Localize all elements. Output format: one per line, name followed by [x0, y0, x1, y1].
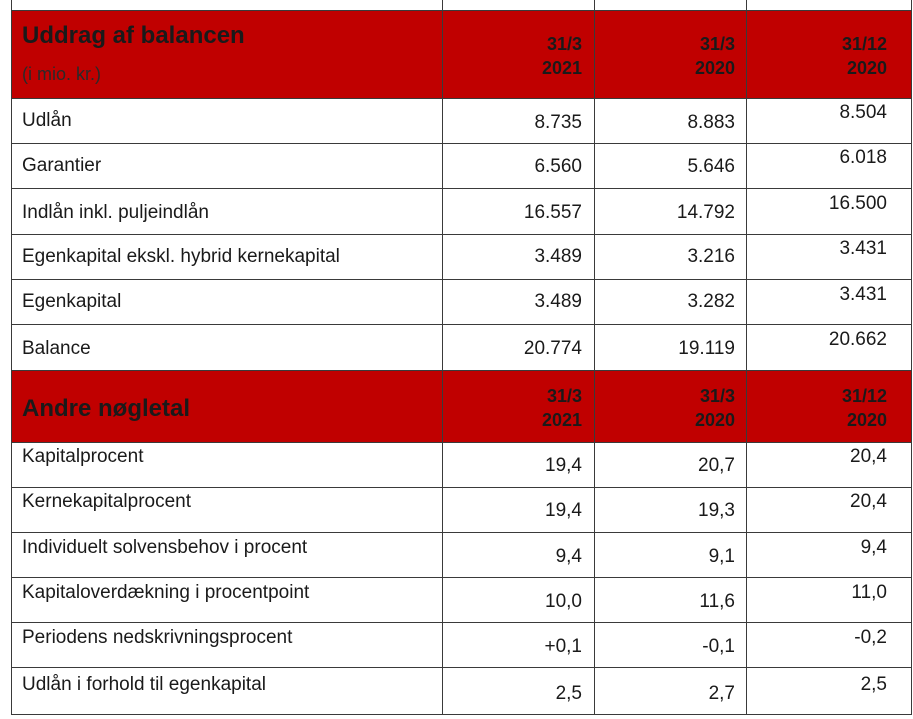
table-border [11, 10, 912, 11]
table-cell: 16.500 [828, 193, 887, 214]
table-cell: 16.557 [523, 202, 582, 223]
table-cell: 11,0 [851, 582, 887, 603]
column-header: 31/3 2021 [541, 34, 582, 78]
table-cell: 20.662 [828, 329, 887, 350]
table-cell: -0,2 [854, 627, 887, 648]
table-border [11, 234, 912, 235]
table-cell: 3.431 [839, 238, 887, 259]
table-border [11, 98, 912, 99]
table-border [11, 370, 912, 371]
table-cell: 2,5 [555, 683, 582, 704]
table-cell: 14.792 [676, 202, 735, 223]
table-border [11, 577, 912, 578]
table-border [594, 0, 595, 714]
row-label: Individuelt solvensbehov i procent [22, 537, 308, 558]
column-header: 31/12 2020 [841, 386, 887, 430]
table-cell: 20,4 [850, 491, 887, 512]
table-cell: 2,5 [860, 674, 887, 695]
table-border [11, 279, 912, 280]
table-cell: 8.883 [687, 112, 735, 133]
table-cell: 6.560 [534, 156, 582, 177]
section-subtitle-unit: (i mio. kr.) [22, 64, 101, 84]
section-title-balance: Uddrag af balancen [22, 22, 245, 49]
column-header: 31/3 2021 [541, 386, 582, 430]
table-cell: 8.504 [839, 102, 887, 123]
table-cell: 9,1 [708, 546, 735, 567]
table-cell: 20.774 [523, 338, 582, 359]
column-header: 31/3 2020 [694, 386, 735, 430]
row-label: Udlån [22, 110, 72, 131]
table-border [11, 714, 912, 715]
table-border [11, 667, 912, 668]
table-cell: 9,4 [860, 537, 887, 558]
table-border [11, 324, 912, 325]
table-border [11, 622, 912, 623]
row-label: Balance [22, 338, 91, 359]
table-cell: 3.489 [534, 291, 582, 312]
table-cell: 19,3 [698, 500, 735, 521]
table-border [911, 0, 912, 714]
table-cell: 2,7 [708, 683, 735, 704]
row-label: Garantier [22, 155, 102, 176]
table-cell: 19,4 [545, 455, 582, 476]
table-border [11, 532, 912, 533]
table-cell: 10,0 [545, 591, 582, 612]
section-title-key-figures: Andre nøgletal [22, 395, 191, 422]
table-cell: 3.489 [534, 246, 582, 267]
row-label: Egenkapital ekskl. hybrid kernekapital [22, 246, 340, 267]
table-border [11, 0, 12, 714]
row-label: Kernekapitalprocent [22, 491, 191, 512]
table-border [11, 143, 912, 144]
table-cell: 3.216 [687, 246, 735, 267]
row-label: Kapitaloverdækning i procentpoint [22, 582, 310, 603]
table-border [442, 0, 443, 714]
row-label: Indlån inkl. puljeindlån [22, 202, 209, 223]
table-cell: 5.646 [687, 156, 735, 177]
table-cell: -0,1 [702, 636, 735, 657]
column-header: 31/3 2020 [694, 34, 735, 78]
table-border [11, 442, 912, 443]
table-cell: 11,6 [699, 591, 735, 612]
table-cell: 20,7 [698, 455, 735, 476]
table-border [11, 188, 912, 189]
table-cell: 19.119 [678, 338, 735, 359]
table-cell: 19,4 [545, 500, 582, 521]
table-cell: 9,4 [555, 546, 582, 567]
column-header: 31/12 2020 [841, 34, 887, 78]
row-label: Periodens nedskrivningsprocent [22, 627, 293, 648]
table-cell: +0,1 [544, 636, 582, 657]
row-label: Egenkapital [22, 291, 122, 312]
table-cell: 20,4 [850, 446, 887, 467]
row-label: Kapitalprocent [22, 446, 144, 467]
table-cell: 3.282 [687, 291, 735, 312]
row-label: Udlån i forhold til egenkapital [22, 674, 266, 695]
table-cell: 8.735 [534, 112, 582, 133]
table-border [746, 0, 747, 714]
table-border [11, 487, 912, 488]
table-cell: 6.018 [839, 147, 887, 168]
table-cell: 3.431 [839, 284, 887, 305]
